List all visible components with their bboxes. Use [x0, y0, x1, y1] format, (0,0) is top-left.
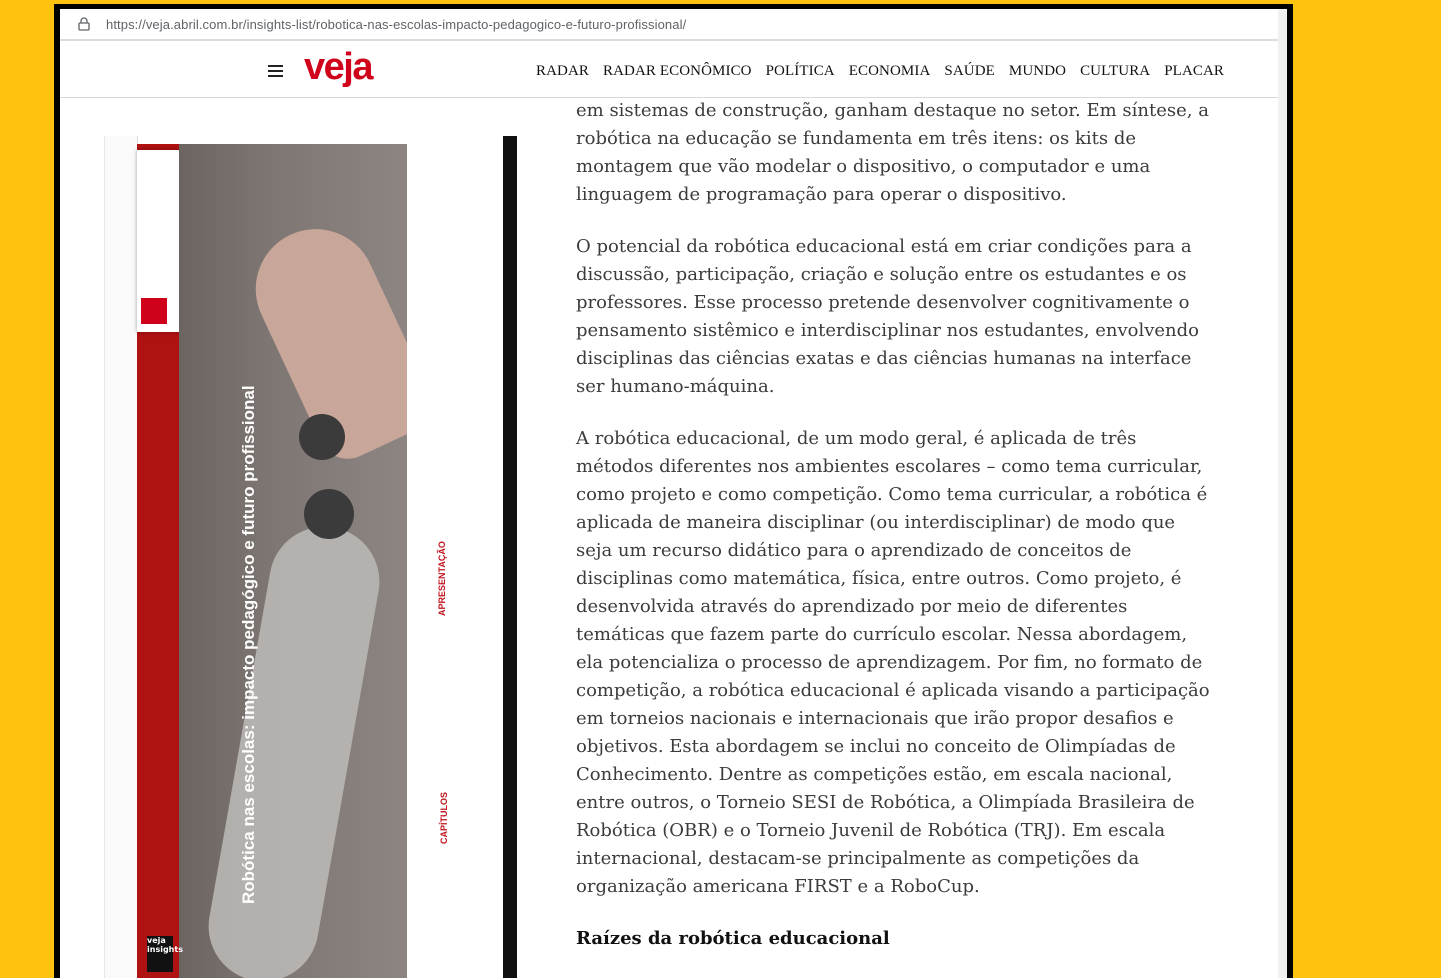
- nav-radar-economico[interactable]: RADAR ECONÔMICO: [603, 63, 752, 79]
- cover-photo: [179, 144, 407, 978]
- browser-window: [60, 9, 1287, 978]
- image-side-panel: [407, 144, 503, 978]
- article-body: [576, 97, 1216, 953]
- chapters-label: CAPÍTULOS: [439, 791, 449, 844]
- nav-radar[interactable]: RADAR: [536, 63, 590, 79]
- address-bar[interactable]: [60, 9, 1278, 39]
- nav-politica[interactable]: POLÍTICA: [765, 63, 835, 79]
- main-nav: [536, 63, 1238, 80]
- paragraph: em sistemas de construção, ganham destaque no setor. Em síntese, a robótica na educação se fundamenta em três itens: os kits de montagem que vão modelar o dispositivo, o computador e uma linguagem de programação para operar o dispositivo.: [576, 100, 1209, 205]
- cover-title: Robótica nas escolas: impacto pedagógico e futuro profissional: [239, 385, 258, 904]
- site-header: [60, 41, 1278, 98]
- veja-badge-icon: [141, 298, 167, 324]
- image-brand-text: veja: [147, 936, 166, 945]
- veja-logo[interactable]: veja: [304, 46, 372, 88]
- robot-arm-shape: [200, 518, 388, 978]
- scrollbar[interactable]: [1278, 9, 1287, 978]
- section-label: APRESENTAÇÃO: [437, 541, 447, 616]
- image-brand-sub: insights: [147, 945, 183, 954]
- nav-placar[interactable]: PLACAR: [1164, 63, 1225, 79]
- menu-icon[interactable]: [268, 65, 283, 77]
- url-text[interactable]: https://veja.abril.com.br/insights-list/robotica-nas-escolas-impacto-pedagogico-e-futuro-profissional/: [106, 16, 687, 32]
- image-left-pane: [105, 136, 138, 978]
- nav-cultura[interactable]: CULTURA: [1080, 63, 1151, 79]
- gear-icon: [304, 489, 354, 539]
- image-taskbar: [503, 136, 517, 978]
- nav-mundo[interactable]: MUNDO: [1008, 63, 1067, 79]
- section-heading: Raízes da robótica educacional: [576, 928, 890, 949]
- article-image: [104, 136, 517, 978]
- gear-icon: [299, 414, 345, 460]
- paragraph: A robótica educacional, de um modo geral, é aplicada de três métodos diferentes nos ambientes escolares – como tema curricular, como projeto e como competição. Como tema curricular, a robótica é aplicada de maneira disciplinar (ou interdisciplinar) de modo que seja um recurso didático para o aprendizado de conceitos de disciplinas como matemática, física, entre outros. Como projeto, é desenvolvida através do aprendizado por meio de diferentes temáticas que fazem parte do currículo escolar. Nessa abordagem, ela potencializa o processo de aprendizagem. Por fim, no formato de competição, a robótica educacional é aplicada visando a participação em torneios nacionais e internacionais que irão propor desafios e objetivos. Esta abordagem se inclui no conceito de Olimpíadas de Conhecimento. Dentre as competições estão, em escala nacional, entre outros, o Torneio SESI de Robótica, a Olimpíada Brasileira de Robótica (OBR) e o Torneio Juvenil de Robótica (TRJ). Em escala internacional, destacam-se principalmente as competições da organização americana FIRST e a RoboCup.: [576, 428, 1210, 897]
- lock-icon[interactable]: [78, 17, 90, 31]
- nav-saude[interactable]: SAÚDE: [944, 63, 995, 79]
- image-brand: [147, 936, 183, 972]
- paragraph: O potencial da robótica educacional está em criar condições para a discussão, participação, criação e solução entre os estudantes e os professores. Esse processo pretende desenvolver cognitivamente o pensamento sistêmico e interdisciplinar nos estudantes, envolvendo disciplinas das ciências exatas e das ciências humanas na interface ser humano-máquina.: [576, 236, 1199, 397]
- nav-economia[interactable]: ECONOMIA: [848, 63, 931, 79]
